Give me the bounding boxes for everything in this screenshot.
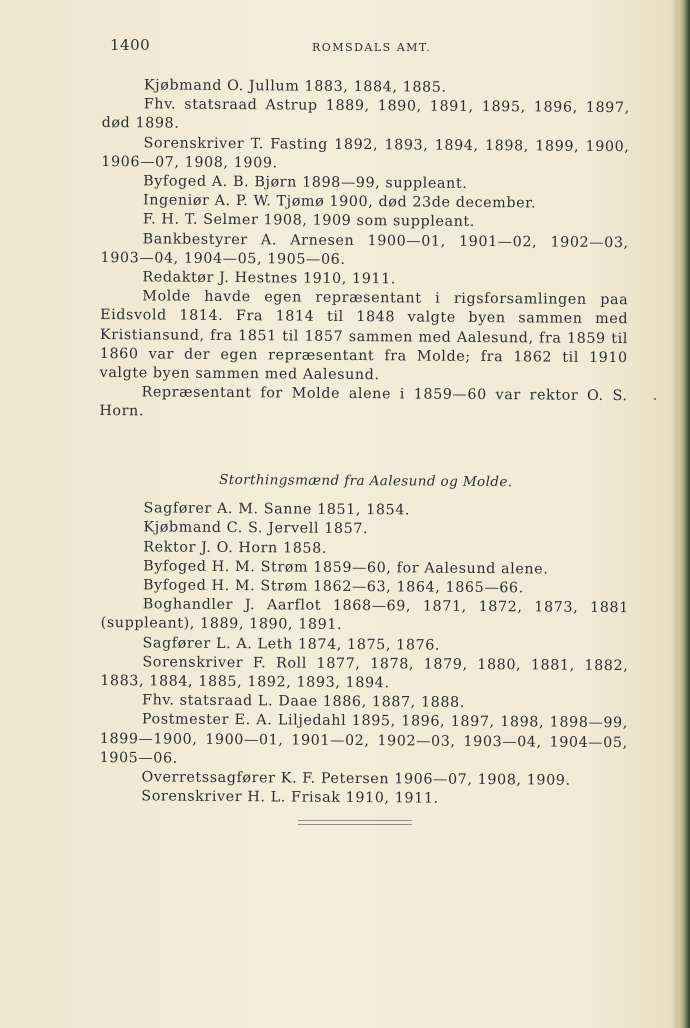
entry: Bankbestyrer A. Arnesen 1900—01, 1901—02, 1902—03, 1903—04, 1904—05, 1905—06. (100, 230, 629, 268)
entry: Ingeniør A. P. W. Tjømø 1900, død 23de december. (142, 192, 537, 212)
entry: Fhv. statsraad Astrup 1889, 1890, 1891, 1895, 1896, 1897, død 1898. (101, 96, 630, 133)
entry: Redaktør J. Hestnes 1910, 1911. (142, 269, 397, 288)
entry: Sorenskriver T. Fasting 1892, 1893, 1894, 1898, 1899, 1900, 1906—07, 1908, 1909. (101, 134, 630, 172)
entry: Postmester E. A. Liljedahl 1895, 1896, 1897, 1898, 1898—99, 1899—1900, 1900—01, 1901—02, 1902—03, 1903—04, 1904—05, 1905—06. (99, 711, 628, 767)
entry: F. H. T. Selmer 1908, 1909 som suppleant. (142, 211, 475, 231)
entry: Byfoged H. M. Strøm 1862—63, 1864, 1865—66. (142, 577, 524, 597)
entry: Boghandler J. Aarflot 1868—69, 1871, 1872, 1873, 1881 (suppleant), 1889, 1890, 1891. (100, 596, 629, 634)
page-edge (678, 0, 690, 1028)
entry: Kjøbmand C. S. Jervell 1857. (143, 519, 369, 538)
entry: Rektor J. O. Horn 1858. (143, 538, 328, 557)
entry: Overretssagfører K. F. Petersen 1906—07, 1908, 1909. (141, 769, 571, 789)
section-heading: Storthingsmænd fra Aalesund og Molde. (219, 471, 513, 491)
entry: Byfoged A. B. Bjørn 1898—99, suppleant. (143, 173, 468, 192)
entry: Kjøbmand O. Jullum 1883, 1884, 1885. (143, 77, 447, 96)
entry: Fhv. statsraad L. Daae 1886, 1887, 1888. (142, 692, 465, 712)
entry: Sorenskriver F. Roll 1877, 1878, 1879, 1880, 1881, 1882, 1883, 1884, 1885, 1892, 1893, 1894. (100, 654, 629, 692)
entries-bottom (99, 456, 630, 811)
entry: Sagfører L. A. Leth 1874, 1875, 1876. (142, 634, 441, 654)
entry: Byfoged H. M. Strøm 1859—60, for Aalesund alene. (143, 558, 549, 578)
entries-top (99, 76, 630, 426)
section-divider (298, 820, 412, 825)
entry: Sorenskriver H. L. Frisak 1910, 1911. (141, 788, 439, 807)
print-speck (654, 398, 656, 400)
page-number: 1400 (110, 36, 151, 54)
entry: Sagfører A. M. Sanne 1851, 1854. (143, 500, 411, 519)
running-head: ROMSDALS AMT. (312, 41, 432, 54)
paragraph-molde: Molde havde egen repræsentant i rigsforsamlingen paa Eidsvold 1814. Fra 1814 til 1848 valgte byen sammen med Kristiansund, fra 1851 til 1857 sammen med Aalesund, fra 1859 til 1860 var der egen repræsentant fra Molde; fra 1862 til 1910 valgte byen sammen med Aalesund. (99, 288, 629, 384)
paragraph-representative: Repræsentant for Molde alene i 1859—60 var rektor O. S. Horn. (99, 384, 628, 420)
